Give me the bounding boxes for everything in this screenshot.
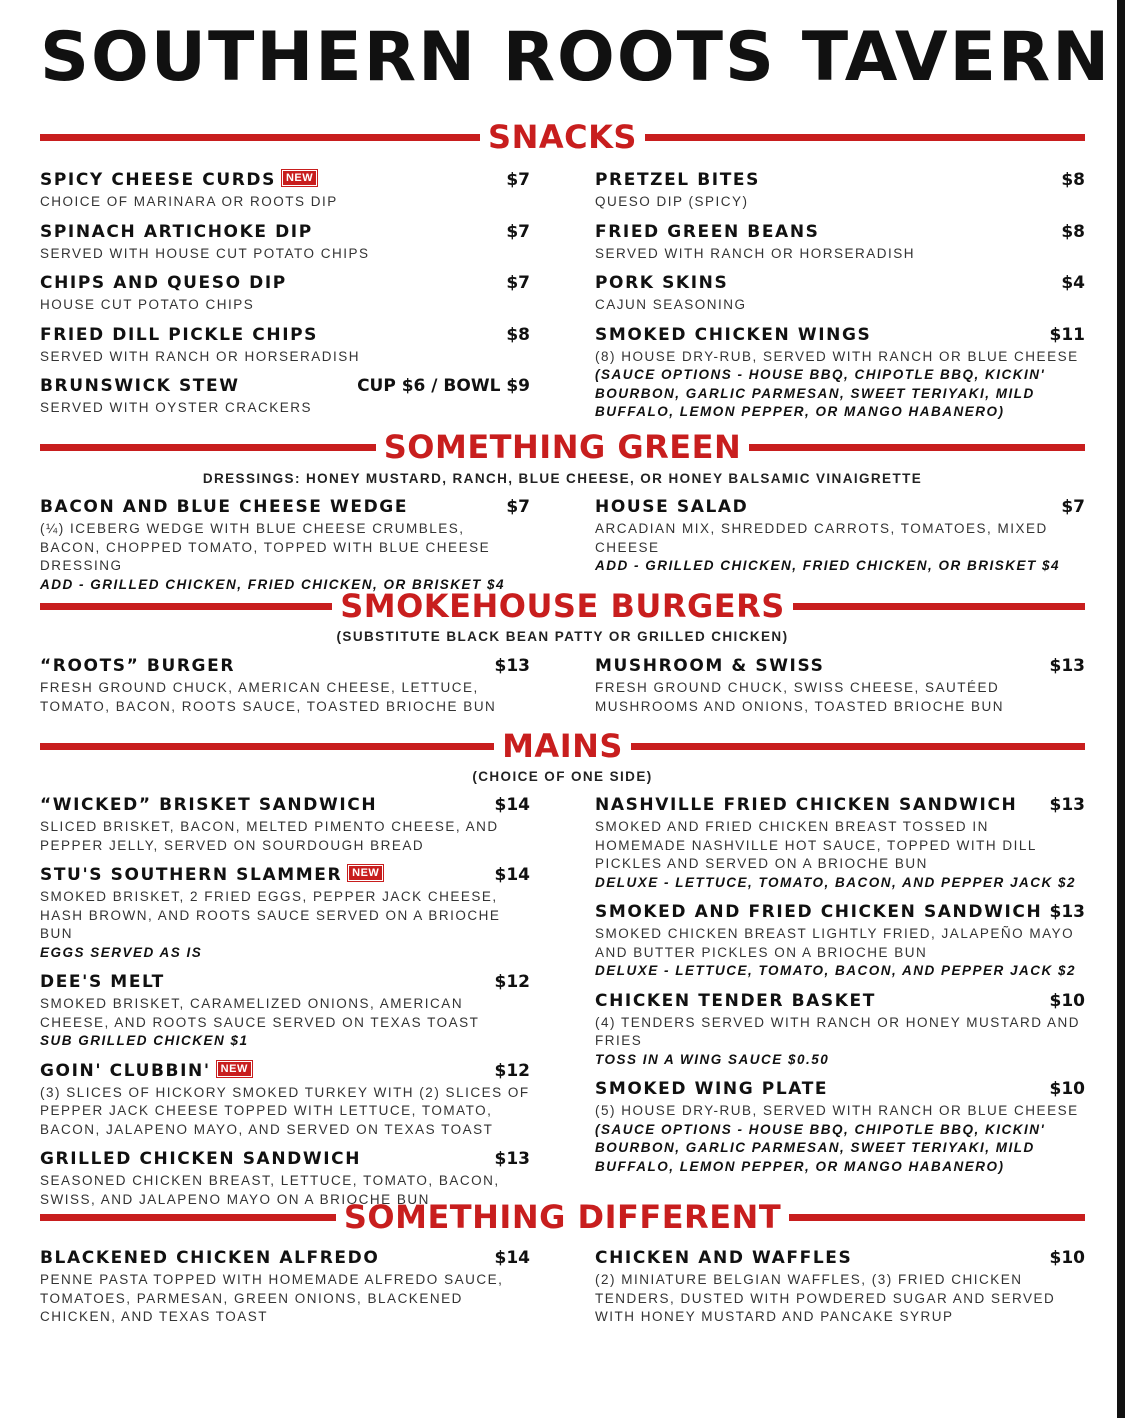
- item-price: $11: [1049, 324, 1085, 345]
- item-name: SMOKED WING PLATE: [595, 1079, 829, 1099]
- item-addon: DELUXE - LETTUCE, TOMATO, BACON, AND PEPPER JACK $2: [595, 963, 1077, 978]
- item-description: CAJUN SEASONING: [595, 297, 747, 312]
- item-name: “WICKED” BRISKET SANDWICH: [40, 795, 378, 815]
- menu-item: [595, 1079, 1085, 1176]
- section-note: (SUBSTITUTE BLACK BEAN PATTY OR GRILLED CHICKEN): [336, 629, 789, 644]
- menu-item: [40, 1061, 530, 1140]
- item-description: ARCADIAN MIX, SHREDDED CARROTS, TOMATOES, MIXED CHEESE: [595, 521, 1048, 555]
- item-description: (¼) ICEBERG WEDGE WITH BLUE CHEESE CRUMBLES, BACON, CHOPPED TOMATO, TOPPED WITH BLUE CHEESE DRESSING: [40, 521, 491, 573]
- item-addon: ADD - GRILLED CHICKEN, FRIED CHICKEN, OR BRISKET $4: [40, 576, 506, 592]
- new-badge: NEW: [348, 865, 383, 881]
- item-description: PENNE PASTA TOPPED WITH HOMEMADE ALFREDO SAUCE, TOMATOES, PARMESAN, GREEN ONIONS, BLACKENED CHICKEN, AND TEXAS TOAST: [40, 1272, 504, 1324]
- item-price: $13: [1049, 656, 1085, 676]
- item-description: FRESH GROUND CHUCK, SWISS CHEESE, SAUTÉED MUSHROOMS AND ONIONS, TOASTED BRIOCHE BUN: [595, 680, 1005, 714]
- section-title: SNACKS: [488, 118, 637, 156]
- item-description: SMOKED CHICKEN BREAST LIGHTLY FRIED, JALAPEÑO MAYO AND BUTTER PICKLES ON A BRIOCHE BUN: [595, 926, 1075, 960]
- item-description: SEASONED CHICKEN BREAST, LETTUCE, TOMATO, BACON, SWISS, AND JALAPENO MAYO ON A BRIOCHE BUN: [40, 1173, 500, 1207]
- menu-item: [40, 656, 530, 716]
- item-price: $13: [1049, 902, 1085, 922]
- item-description: SMOKED AND FRIED CHICKEN BREAST TOSSED IN HOMEMADE NASHVILLE HOT SAUCE, TOPPED WITH DILL PICKLES AND SERVED ON A BRIOCHE BUN: [595, 819, 1037, 871]
- restaurant-title: SOUTHERN ROOTS TAVERN: [40, 18, 1112, 97]
- section-title: SMOKEHOUSE BURGERS: [340, 587, 785, 625]
- item-price: $7: [506, 170, 530, 190]
- menu-item: [40, 1248, 530, 1327]
- item-name: FRIED GREEN BEANS: [595, 221, 820, 242]
- item-description: HOUSE CUT POTATO CHIPS: [40, 297, 255, 312]
- divider-line: [40, 743, 494, 750]
- menu-item: [595, 1248, 1085, 1327]
- item-name: PRETZEL BITES: [595, 170, 760, 190]
- item-description: SERVED WITH RANCH OR HORSERADISH: [40, 348, 361, 364]
- item-addon: EGGS SERVED AS IS: [40, 944, 203, 960]
- menu-item: [595, 222, 1085, 264]
- menu-item: [40, 222, 530, 264]
- item-name: STU'S SOUTHERN SLAMMER: [40, 865, 343, 885]
- item-price: $13: [494, 656, 530, 676]
- item-price: $12: [494, 1060, 530, 1081]
- item-price: $7: [1061, 497, 1085, 517]
- menu-item: [40, 325, 530, 367]
- item-name: NASHVILLE FRIED CHICKEN SANDWICH: [595, 795, 1018, 815]
- item-description: SERVED WITH OYSTER CRACKERS: [40, 400, 313, 415]
- new-badge: NEW: [282, 170, 317, 186]
- item-addon: SUB GRILLED CHICKEN $1: [40, 1033, 249, 1048]
- item-addon: ADD - GRILLED CHICKEN, FRIED CHICKEN, OR BRISKET $4: [595, 558, 1061, 573]
- menu-item: [595, 497, 1085, 576]
- item-price: $4: [1061, 273, 1085, 293]
- divider-line: [789, 1214, 1085, 1221]
- item-name: SMOKED CHICKEN WINGS: [595, 324, 872, 345]
- divider-line: [645, 134, 1085, 141]
- item-description: (4) TENDERS SERVED WITH RANCH OR HONEY MUSTARD AND FRIES: [595, 1014, 1081, 1048]
- item-name: MUSHROOM & SWISS: [595, 656, 825, 676]
- item-price: $7: [506, 221, 530, 242]
- section-header-something-different: [40, 1197, 1085, 1237]
- item-description: (5) HOUSE DRY-RUB, SERVED WITH RANCH OR BLUE CHEESE: [595, 1103, 1079, 1118]
- item-addon: TOSS IN A WING SAUCE $0.50: [595, 1051, 830, 1067]
- item-addon: (SAUCE OPTIONS - HOUSE BBQ, CHIPOTLE BBQ, KICKIN' BOURBON, GARLIC PARMESAN, SWEET TERIYAKI, MILD BUFFALO, LEMON PEPPER, OR MANGO HABANERO): [595, 367, 1046, 419]
- item-description: SMOKED BRISKET, 2 FRIED EGGS, PEPPER JACK CHEESE, HASH BROWN, AND ROOTS SAUCE SERVED ON A BRIOCHE BUN: [40, 889, 501, 941]
- item-name: HOUSE SALAD: [595, 497, 749, 517]
- item-name: PORK SKINS: [595, 273, 729, 293]
- item-description: QUESO DIP (SPICY): [595, 194, 749, 209]
- divider-line: [793, 603, 1085, 610]
- item-price: $10: [1049, 1248, 1085, 1268]
- menu-item: [595, 795, 1085, 892]
- section-header-snacks: [40, 117, 1085, 157]
- item-price: $13: [494, 1149, 530, 1169]
- section-title: SOMETHING GREEN: [383, 428, 742, 466]
- item-name: FRIED DILL PICKLE CHIPS: [40, 324, 319, 345]
- menu-item: [40, 865, 530, 962]
- menu-item: [40, 273, 530, 315]
- item-price: $14: [494, 1248, 530, 1268]
- item-addon: DELUXE - LETTUCE, TOMATO, BACON, AND PEPPER JACK $2: [595, 874, 1077, 890]
- menu-item: [40, 972, 530, 1051]
- item-price: $7: [506, 497, 530, 517]
- menu-item: [595, 656, 1085, 716]
- new-badge: NEW: [217, 1061, 252, 1077]
- menu-item: [595, 325, 1085, 422]
- item-price: $8: [1061, 170, 1085, 190]
- item-name: CHICKEN TENDER BASKET: [595, 990, 876, 1011]
- section-header-smokehouse-burgers: [40, 586, 1085, 626]
- item-name: DEE'S MELT: [40, 972, 165, 992]
- item-description: (8) HOUSE DRY-RUB, SERVED WITH RANCH OR BLUE CHEESE: [595, 348, 1079, 364]
- divider-line: [631, 743, 1085, 750]
- page-edge: [1117, 0, 1125, 1418]
- divider-line: [40, 134, 480, 141]
- section-header-mains: [40, 726, 1085, 766]
- item-price: $8: [1061, 221, 1085, 242]
- item-name: SMOKED AND FRIED CHICKEN SANDWICH: [595, 902, 1043, 922]
- item-price: $7: [506, 273, 530, 293]
- divider-line: [40, 444, 376, 451]
- item-name: “ROOTS” BURGER: [40, 656, 236, 676]
- item-name: BLACKENED CHICKEN ALFREDO: [40, 1248, 380, 1268]
- item-description: (2) MINIATURE BELGIAN WAFFLES, (3) FRIED CHICKEN TENDERS, DUSTED WITH POWDERED SUGAR AND SERVED WITH HONEY MUSTARD AND PANCAKE SYRUP: [595, 1272, 1056, 1324]
- item-name: GOIN' CLUBBIN': [40, 1060, 211, 1081]
- section-header-something-green: [40, 427, 1085, 467]
- item-price: $13: [1049, 795, 1085, 815]
- item-price: $10: [1049, 990, 1085, 1011]
- section-note: (CHOICE OF ONE SIDE): [472, 769, 653, 784]
- divider-line: [40, 1214, 336, 1221]
- menu-item: [40, 170, 530, 212]
- item-addon: (SAUCE OPTIONS - HOUSE BBQ, CHIPOTLE BBQ, KICKIN' BOURBON, GARLIC PARMESAN, SWEET TERIYAKI, MILD BUFFALO, LEMON PEPPER, OR MANGO HABANERO): [595, 1121, 1046, 1174]
- item-description: CHOICE OF MARINARA OR ROOTS DIP: [40, 194, 338, 209]
- divider-line: [749, 444, 1085, 451]
- item-price: $8: [506, 324, 530, 345]
- item-description: (3) SLICES OF HICKORY SMOKED TURKEY WITH (2) SLICES OF PEPPER JACK CHEESE TOPPED WITH LETTUCE, TOMATO, BACON, JALAPENO MAYO, AND SERVED ON TEXAS TOAST: [40, 1084, 530, 1137]
- menu-item: [40, 795, 530, 855]
- item-name: SPICY CHEESE CURDS: [40, 170, 276, 190]
- section-title: SOMETHING DIFFERENT: [343, 1198, 782, 1236]
- menu-item: [40, 376, 530, 418]
- item-price: $12: [494, 972, 530, 992]
- section-note: DRESSINGS: HONEY MUSTARD, RANCH, BLUE CHEESE, OR HONEY BALSAMIC VINAIGRETTE: [202, 471, 923, 486]
- menu-item: [595, 170, 1085, 212]
- divider-line: [40, 603, 332, 610]
- item-description: SMOKED BRISKET, CARAMELIZED ONIONS, AMERICAN CHEESE, AND ROOTS SAUCE SERVED ON TEXAS TOAST: [40, 996, 480, 1030]
- item-description: SLICED BRISKET, BACON, MELTED PIMENTO CHEESE, AND PEPPER JELLY, SERVED ON SOURDOUGH BREAD: [40, 819, 499, 853]
- menu-item: [595, 991, 1085, 1070]
- item-description: SERVED WITH HOUSE CUT POTATO CHIPS: [40, 245, 370, 261]
- item-name: CHIPS AND QUESO DIP: [40, 273, 287, 293]
- item-price: $10: [1049, 1079, 1085, 1099]
- menu-item: [595, 273, 1085, 315]
- item-description: SERVED WITH RANCH OR HORSERADISH: [595, 245, 916, 261]
- menu-item: [595, 902, 1085, 981]
- section-title: MAINS: [502, 727, 623, 765]
- item-name: SPINACH ARTICHOKE DIP: [40, 221, 313, 242]
- item-price: $14: [494, 795, 530, 815]
- item-name: GRILLED CHICKEN SANDWICH: [40, 1149, 362, 1169]
- item-description: FRESH GROUND CHUCK, AMERICAN CHEESE, LETTUCE, TOMATO, BACON, ROOTS SAUCE, TOASTED BRIOCHE BUN: [40, 680, 497, 714]
- menu-item: [40, 497, 530, 594]
- item-price: $14: [494, 865, 530, 885]
- item-name: CHICKEN AND WAFFLES: [595, 1248, 853, 1268]
- item-name: BRUNSWICK STEW: [40, 376, 240, 396]
- item-price: CUP $6 / BOWL $9: [357, 376, 530, 396]
- item-name: BACON AND BLUE CHEESE WEDGE: [40, 497, 409, 517]
